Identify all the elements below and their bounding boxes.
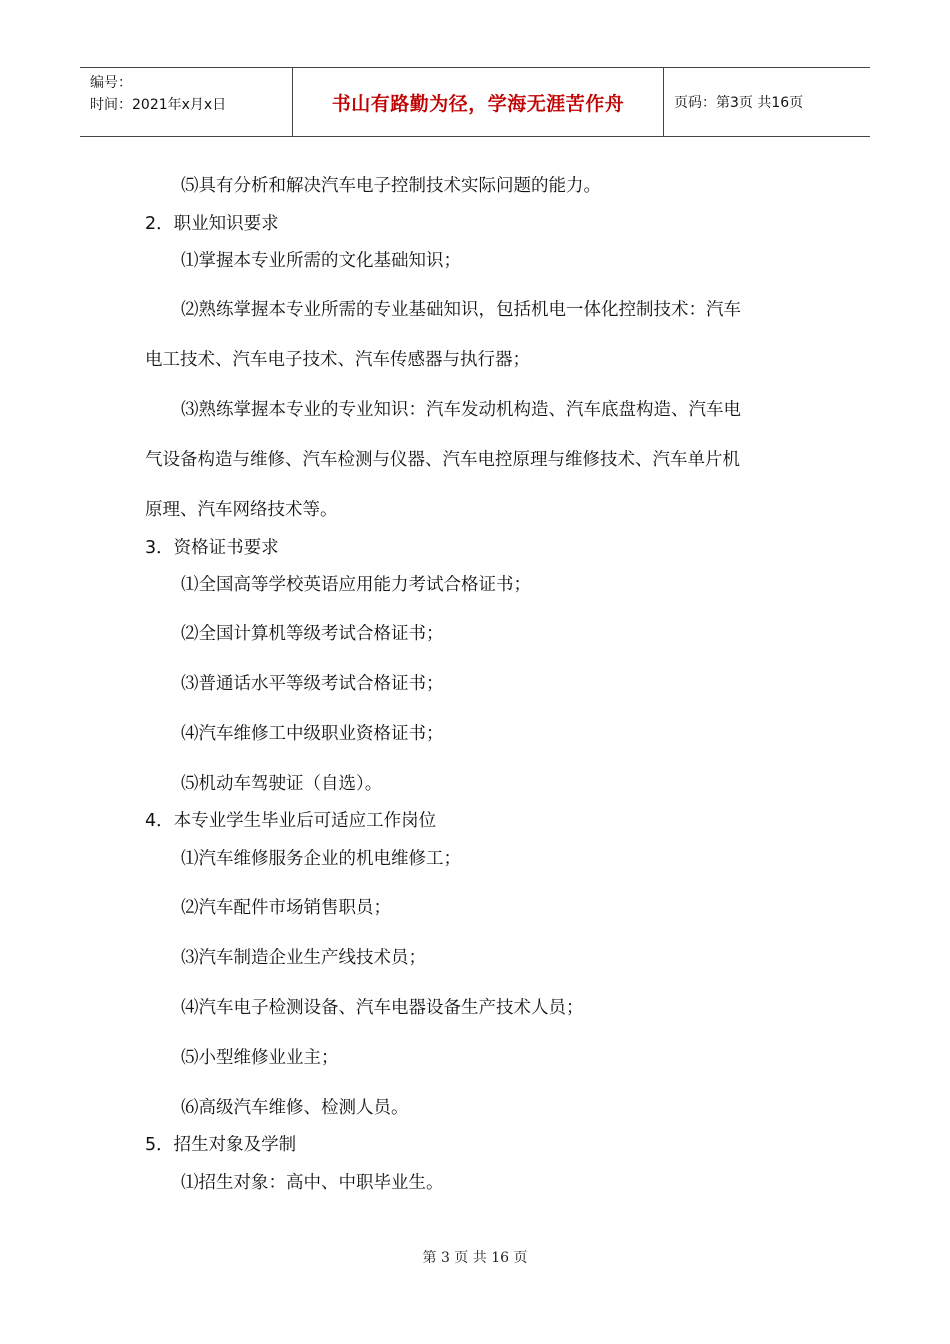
time-label: 时间：2021年x月x日 [90, 97, 227, 113]
text-line: ⑴招生对象：高中、中职毕业生。 [181, 1173, 444, 1193]
section-heading: 5．招生对象及学制 [145, 1135, 297, 1155]
header-page-info: 页码：第3页 共16页 [674, 95, 804, 111]
text-line: ⑸具有分析和解决汽车电子控制技术实际问题的能力。 [181, 176, 601, 196]
text-line: ⑷汽车电子检测设备、汽车电器设备生产技术人员； [181, 998, 584, 1018]
text-line: ⑵全国计算机等级考试合格证书； [181, 624, 444, 644]
section-heading: 4．本专业学生毕业后可适应工作岗位 [145, 811, 437, 831]
text-line: ⑵熟练掌握本专业所需的专业基础知识，包括机电一体化控制技术：汽车 [181, 300, 741, 320]
text-line: ⑴汽车维修服务企业的机电维修工； [181, 849, 461, 869]
text-line: ⑹高级汽车维修、检测人员。 [181, 1098, 409, 1118]
text-line: ⑸小型维修业业主； [181, 1048, 339, 1068]
text-line: 气设备构造与维修、汽车检测与仪器、汽车电控原理与维修技术、汽车单片机 [145, 450, 740, 470]
page-header [80, 67, 870, 137]
section-heading: 3．资格证书要求 [145, 538, 279, 558]
text-line: ⑷汽车维修工中级职业资格证书； [181, 724, 444, 744]
text-line: ⑶熟练掌握本专业的专业知识：汽车发动机构造、汽车底盘构造、汽车电 [181, 400, 741, 420]
header-motto: 书山有路勤为径，学海无涯苦作舟 [292, 68, 664, 136]
page-footer: 第 3 页 共 16 页 [422, 1250, 528, 1266]
text-line: 电工技术、汽车电子技术、汽车传感器与执行器； [145, 350, 530, 370]
text-line: ⑴掌握本专业所需的文化基础知识； [181, 251, 461, 271]
number-label: 编号： [90, 75, 132, 91]
text-line: ⑴全国高等学校英语应用能力考试合格证书； [181, 575, 531, 595]
text-line: ⑸机动车驾驶证（自选）。 [181, 774, 383, 794]
text-line: 原理、汽车网络技术等。 [145, 500, 338, 520]
header-meta [80, 68, 292, 136]
text-line: ⑵汽车配件市场销售职员； [181, 898, 391, 918]
section-heading: 2．职业知识要求 [145, 214, 279, 234]
text-line: ⑶汽车制造企业生产线技术员； [181, 948, 426, 968]
text-line: ⑶普通话水平等级考试合格证书； [181, 674, 444, 694]
